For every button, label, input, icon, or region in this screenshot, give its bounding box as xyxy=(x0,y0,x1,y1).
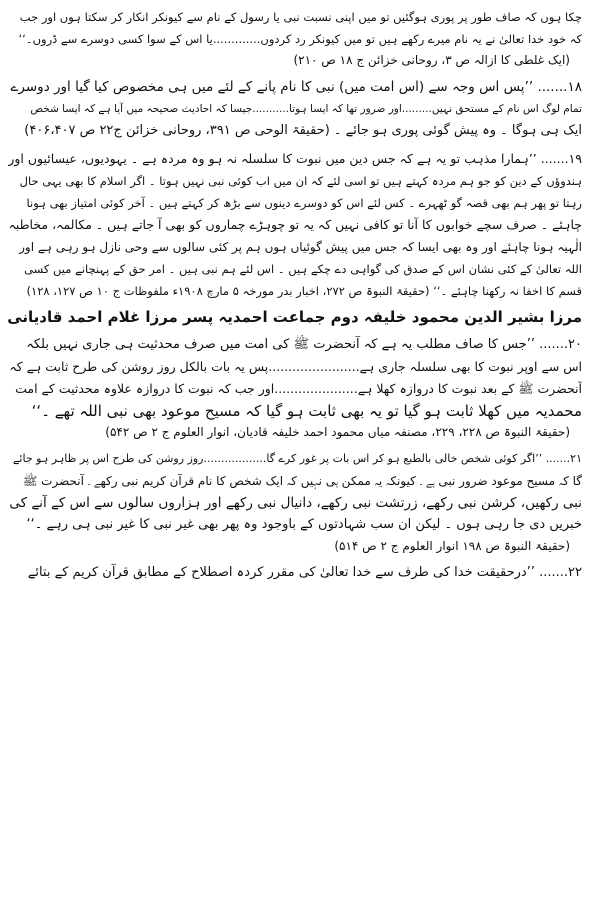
paragraph-21-line-1: ۲۱....... ’’اگر کوئی شخص خالی بالطبع ہو کر اس بات پر غور کرے گا..................روز روشن کی طرح اس پر ظاہر ہو جائے xyxy=(12,452,582,465)
paragraph-18-line-3: ایک ہی ہوگا ۔ وہ پیش گوئی پوری ہو جائے ۔ (حقیقۃ الوحی ص ۳۹۱، روحانی خزائن ج۲۲ ص ۴۰۶،۴۰۷) xyxy=(24,123,582,138)
section-heading: مرزا بشیر الدین محمود خلیفہ دوم جماعت احمدیہ پسر مرزا غلام احمد قادیانی xyxy=(7,308,582,326)
paragraph-19-line-6: اللہ تعالیٰ کے کئی نشان اس کے صدق کی گواہی دے چکے ہیں ۔ اس لئے ہم نبی ہیں ۔ امر حق کے پہنچانے میں کسی xyxy=(24,262,582,276)
paragraph-20-line-2: اس سے اوپر نبوت کا بھی سلسلہ جاری ہے.......................پس یہ بات بالکل روز روشن کی طرح ثابت ہے کہ xyxy=(9,359,582,374)
paragraph-20-line-3: آنحضرت ﷺ کے بعد نبوت کا دروازہ کھلا ہے.....................اور جب کہ نبوت کا دروازہ علاوہ محدثیت کے امت xyxy=(15,381,582,396)
reference-3: (حقیقۃ النبوۃ ص ۱۹۸ انوار العلوم ج ۲ ص ۵۱۴) xyxy=(334,539,570,553)
paragraph-22-line-1: ۲۲....... ’’درحقیقت خدا کی طرف سے خدا تعالیٰ کی مقرر کردہ اصطلاح کے مطابق قرآن کریم کے بتائے xyxy=(27,565,582,580)
line-2: کہ خود خدا تعالیٰ نے یہ نام میرے رکھے ہیں تو میں کیونکر رد کردوں.............یا اس کے سوا کسی دوسرے سے ڈروں۔‘‘ xyxy=(18,32,582,46)
paragraph-21-line-2: گا کہ مسیح موعود ضرور نبی ہے ۔ کیونکہ یہ ممکن ہی نہیں کہ ایک شخص کا نام قرآن کریم نبی رکھے ۔ آنحضرت ﷺ xyxy=(22,474,582,488)
paragraph-21-line-3: نبی رکھیں، کرشن نبی رکھے، زرتشت نبی رکھے، دانیال نبی رکھے اور ہزاروں سالوں سے اس کے آنے کی xyxy=(9,495,582,511)
reference-2: (حقیقۃ النبوۃ ص ۲۲۸، ۲۲۹، مصنفہ میاں محمود احمد خلیفہ قادیان، انوار العلوم ج ۲ ص ۵۴۲) xyxy=(105,425,570,439)
paragraph-19-line-1: ۱۹....... ’’ہمارا مذہب تو یہ ہے کہ جس دین میں نبوت کا سلسلہ نہ ہو وہ مردہ ہے ۔ یہودیوں، عیسائیوں اور xyxy=(8,151,582,166)
paragraph-18-line-1: ۱۸....... ’’پس اس وجہ سے (اس امت میں) نبی کا نام پانے کے لئے میں ہی مخصوص کیا گیا اور دوسرے xyxy=(10,79,582,95)
paragraph-20-line-1: ۲۰....... ’’جس کا صاف مطلب یہ ہے کہ آنحضرت ﷺ کی امت میں صرف محدثیت ہی جاری نہیں بلکہ xyxy=(26,337,582,352)
paragraph-19-line-5: الٰہیہ ہونا چاہئے اور وہ بھی ایسا کہ جس میں پیش گوئیاں ہوں ہم پر کئی سالوں سے وحی نازل ہو رہی ہے اور xyxy=(19,240,582,254)
paragraph-19-line-3: رہتا تو پھر ہم بھی قصہ گو ٹھہرے ۔ کس لئے اس کو دوسرے دینوں سے بڑھ کر کہتے ہیں ۔ آخر کوئی امتیاز بھی ہونا xyxy=(26,196,582,210)
paragraph-19-line-7: قسم کا اخفا نہ رکھنا چاہئے ۔‘‘ (حقیقۃ النبوۃ ص ۲۷۲، اخبار بدر مورخہ ۵ مارچ ۱۹۰۸ء ملفوظات ج ۱۰ ص ۱۲۷، ۱۲۸) xyxy=(26,284,582,298)
paragraph-18-line-2: تمام لوگ اس نام کے مستحق نہیں.........اور ضرور تھا کہ ایسا ہوتا...........جیسا کہ احادیث صحیحہ میں آیا ہے کہ ایسا شخص xyxy=(30,103,582,115)
paragraph-19-line-2: ہندوؤں کے دین کو جو ہم مردہ کہتے ہیں تو اسی لئے کہ ان میں اب کوئی نبی نہیں ہوتا ۔ اگر اسلام کا بھی یہی حال xyxy=(19,174,582,188)
line-1: چکا ہوں کہ صاف طور پر پوری ہوگئیں تو میں اپنی نسبت نبی یا رسول کے نام سے کیونکر انکار کر سکتا ہوں اور جب xyxy=(19,10,582,24)
reference-1: (ایک غلطی کا ازالہ ص ۳، روحانی خزائن ج ۱۸ ص ۲۱۰) xyxy=(293,53,570,67)
paragraph-21-line-4: خبریں دی جا رہی ہوں ۔ لیکن ان سب شہادتوں کے باوجود وہ پھر بھی غیر نبی کا غیر نبی ہی رہے ۔‘‘ xyxy=(26,517,582,532)
paragraph-19-line-4: چاہئے ۔ صرف سچے خوابوں کا آنا تو کافی نہیں کہ یہ تو چوہڑے چماروں کو بھی آ جاتے ہیں ۔ مکالمہ، مخاطبہ xyxy=(8,217,582,232)
paragraph-20-line-4: محمدیہ میں کھلا ثابت ہو گیا تو یہ بھی ثابت ہو گیا کہ مسیح موعود بھی نبی اللہ تھے ۔‘‘ xyxy=(31,402,582,420)
